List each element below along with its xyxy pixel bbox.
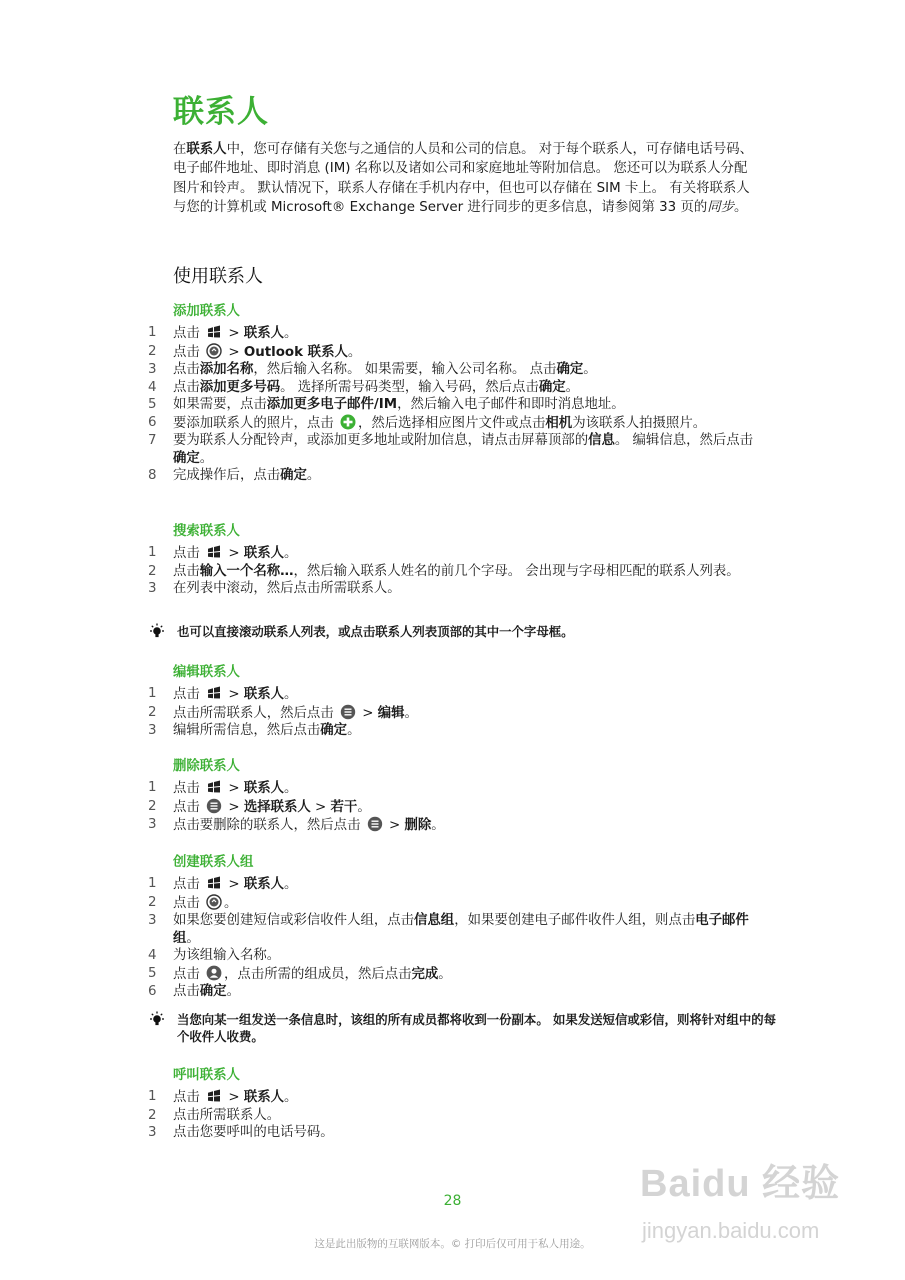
step: 1 点击 > 联系人。 <box>148 686 298 702</box>
windows-start-icon <box>206 875 222 891</box>
step: 4 点击添加更多号码。 选择所需号码类型，输入号码，然后点击确定。 <box>148 379 579 395</box>
step: 3 点击您要呼叫的电话号码。 <box>148 1125 334 1140</box>
step: 3 编辑所需信息，然后点击确定。 <box>148 723 361 738</box>
section-heading: 使用联系人 <box>173 266 263 287</box>
create-group-section <box>148 851 758 1001</box>
windows-start-icon <box>206 779 222 795</box>
new-contact-icon <box>206 343 222 359</box>
tip-note: 当您向某一组发送一条信息时，该组的所有成员都将收到一份副本。 如果发送短信或彩信，则将针对组中的每个收件人收费。 <box>148 1011 787 1045</box>
step: 1 点击 > 联系人。 <box>148 780 298 796</box>
subsection-heading: 删除联系人 <box>173 759 240 774</box>
step: 3 点击添加名称，然后输入名称。 如果需要，输入公司名称。 点击确定。 <box>148 362 597 377</box>
subsection-heading: 搜索联系人 <box>173 524 240 539</box>
menu-icon <box>367 816 383 832</box>
lightbulb-icon <box>148 1011 166 1027</box>
step: 1 点击 > 联系人。 <box>148 325 298 341</box>
page-title: 联系人 <box>173 94 269 130</box>
step: 2 点击所需联系人，然后点击 > 编辑。 <box>148 704 418 721</box>
call-contact-section <box>148 1064 758 1142</box>
delete-contact-section <box>148 755 758 835</box>
menu-icon <box>340 704 356 720</box>
contact-person-icon <box>206 965 222 981</box>
step: 6 点击确定。 <box>148 984 240 999</box>
search-contact-section <box>148 520 758 598</box>
edit-contact-section <box>148 661 758 740</box>
subsection-heading: 呼叫联系人 <box>173 1068 240 1083</box>
sync-link: 同步 <box>707 199 735 215</box>
step: 3 点击要删除的联系人，然后点击 > 删除。 <box>148 817 445 833</box>
step: 7 要为联系人分配铃声，或添加更多地址或附加信息，请点击屏幕顶部的信息。 编辑信息，然后点击确定。 <box>148 433 754 466</box>
watermark-url: jingyan.baidu.com <box>642 1218 820 1243</box>
step: 1 点击 > 联系人。 <box>148 545 298 561</box>
subsection-heading: 添加联系人 <box>173 304 240 319</box>
step: 1 点击 > 联系人。 <box>148 876 298 892</box>
step: 2 点击 > 选择联系人 > 若干。 <box>148 798 371 815</box>
step: 2 点击 > Outlook 联系人。 <box>148 343 362 360</box>
step: 5 如果需要，点击添加更多电子邮件/IM，然后输入电子邮件和即时消息地址。 <box>148 397 625 412</box>
step: 8 完成操作后，点击确定。 <box>148 468 321 483</box>
step: 2 点击输入一个名称…，然后输入联系人姓名的前几个字母。 会出现与字母相匹配的联系人列表。 <box>148 563 740 579</box>
tip-note: 也可以直接滚动联系人列表，或点击联系人列表顶部的其中一个字母框。 <box>148 623 787 640</box>
add-plus-icon <box>340 414 356 430</box>
step: 2 点击所需联系人。 <box>148 1107 281 1123</box>
windows-start-icon <box>206 324 222 340</box>
step: 3 在列表中滚动，然后点击所需联系人。 <box>148 581 401 596</box>
windows-start-icon <box>206 685 222 701</box>
lightbulb-icon <box>148 623 166 639</box>
step: 2 点击 。 <box>148 894 238 911</box>
step: 3 如果您要创建短信或彩信收件人组，点击信息组，如果要创建电子邮件收件人组，则点击电子邮件组。 <box>148 913 749 946</box>
subsection-heading: 编辑联系人 <box>173 665 240 680</box>
windows-start-icon <box>206 1088 222 1104</box>
menu-icon <box>206 798 222 814</box>
watermark-logo: Baidu 经验 <box>640 1163 841 1205</box>
footer-note: 这是此出版物的互联网版本。© 打印后仅可用于私人用途。 <box>314 1238 591 1250</box>
windows-start-icon <box>206 544 222 560</box>
intro-paragraph: 在联系人中，您可存储有关您与之通信的人员和公司的信息。 对于每个联系人，可存储电话号码、电子邮件地址、即时消息 (IM) 名称以及诸如公司和家庭地址等附加信息。 您还可以为联系人分配图片和铃声。 默认情况下，联系人存储在手机内存中，但也可以存储在 SIM 卡上。 有关将联系人与您的计算机或 Microsoft® Exchange Server 进行同步的更多信息，请参阅第 33 页的同步。 <box>173 142 754 215</box>
add-contact-section <box>148 300 758 485</box>
step: 5 点击 ，点击所需的组成员，然后点击完成。 <box>148 965 452 982</box>
step: 6 要添加联系人的照片，点击 ，然后选择相应图片文件或点击相机为该联系人拍摄照片。 <box>148 414 707 431</box>
step: 4 为该组输入名称。 <box>148 948 281 963</box>
page-number: 28 <box>443 1193 462 1209</box>
subsection-heading: 创建联系人组 <box>173 855 254 870</box>
new-contact-icon <box>206 894 222 910</box>
step: 1 点击 > 联系人。 <box>148 1089 298 1105</box>
